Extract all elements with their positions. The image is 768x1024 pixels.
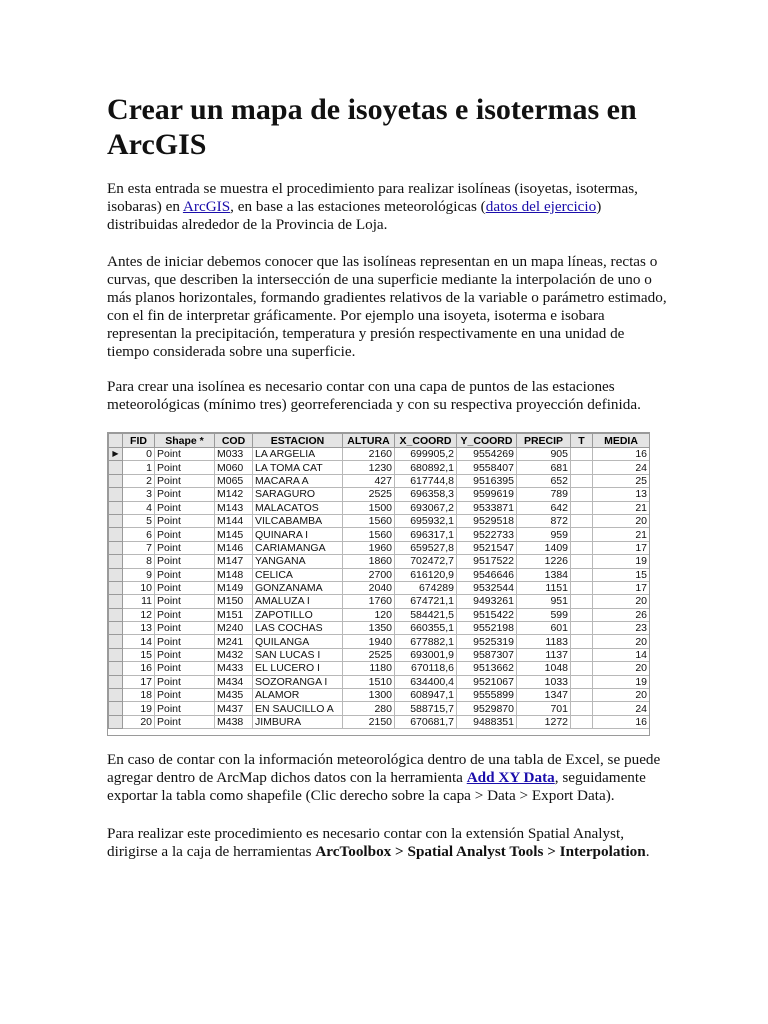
table-cell: 3 xyxy=(123,488,155,501)
table-cell: 601 xyxy=(517,622,571,635)
table-cell: SOZORANGA I xyxy=(253,675,343,688)
row-selector[interactable] xyxy=(109,514,123,527)
table-cell: 1230 xyxy=(343,461,395,474)
table-cell: 1960 xyxy=(343,541,395,554)
table-cell: 695932,1 xyxy=(395,514,457,527)
intro-text-1: En esta entrada se muestra el procedimiento para realizar isolíneas (isoyetas, isotermas, isobaras) en xyxy=(107,180,638,215)
intro-text-3: ) distribuidas alrededor de la Provincia de Loja. xyxy=(107,198,602,233)
add-xy-data-paragraph xyxy=(107,751,667,805)
table-cell: 13 xyxy=(593,488,650,501)
table-cell: 1 xyxy=(123,461,155,474)
attribute-table xyxy=(107,432,650,736)
table-cell: M148 xyxy=(215,568,253,581)
table-cell: 670681,7 xyxy=(395,715,457,728)
table-cell: 693001,9 xyxy=(395,648,457,661)
table-cell: 9533871 xyxy=(457,501,517,514)
table-cell: 642 xyxy=(517,501,571,514)
arcgis-link[interactable]: ArcGIS xyxy=(182,198,231,215)
table-cell: Point xyxy=(155,689,215,702)
intro-paragraph xyxy=(107,180,667,234)
isolines-definition-paragraph: Antes de iniciar debemos conocer que las isolíneas representan en un mapa líneas, rectas o curvas, que describen la intersección de una superficie mediante la interpolación de uno o más planos horizontales, formando gradientes relativos de la variable o parámetro estimado, con el fin de interpretar gráficamente. Por ejemplo una isoyeta, isoterma e isobara representan la precipitación, temperatura y presión respectivamente en una unidad de tiempo considerada sobre una superficie. xyxy=(107,253,667,360)
table-cell: 701 xyxy=(517,702,571,715)
table-cell: M149 xyxy=(215,581,253,594)
row-selector[interactable] xyxy=(109,474,123,487)
table-row[interactable] xyxy=(109,555,650,568)
table-cell: CARIAMANGA xyxy=(253,541,343,554)
table-cell xyxy=(571,622,593,635)
spatial-text-2: . xyxy=(645,843,650,860)
table-cell: Point xyxy=(155,474,215,487)
table-cell: M241 xyxy=(215,635,253,648)
table-cell: 13 xyxy=(123,622,155,635)
column-header[interactable]: PRECIP xyxy=(517,434,571,448)
table-cell: Point xyxy=(155,635,215,648)
table-cell xyxy=(571,608,593,621)
table-cell: M434 xyxy=(215,675,253,688)
table-cell: 20 xyxy=(593,595,650,608)
row-selector[interactable] xyxy=(109,541,123,554)
table-cell xyxy=(571,568,593,581)
table-cell: M145 xyxy=(215,528,253,541)
table-row[interactable] xyxy=(109,715,650,728)
table-cell: 2525 xyxy=(343,648,395,661)
table-cell: Point xyxy=(155,514,215,527)
table-cell: 24 xyxy=(593,702,650,715)
table-cell: 1384 xyxy=(517,568,571,581)
table-cell: 616120,9 xyxy=(395,568,457,581)
table-cell: CELICA xyxy=(253,568,343,581)
table-cell: M144 xyxy=(215,514,253,527)
table-cell: 0 xyxy=(123,448,155,461)
table-cell: 16 xyxy=(123,662,155,675)
table-cell: 280 xyxy=(343,702,395,715)
table-cell: 10 xyxy=(123,581,155,594)
table-cell: Point xyxy=(155,715,215,728)
header-selector-column[interactable] xyxy=(109,434,123,448)
table-cell: M065 xyxy=(215,474,253,487)
table-cell: SAN LUCAS I xyxy=(253,648,343,661)
table-cell: 4 xyxy=(123,501,155,514)
row-selector[interactable] xyxy=(109,702,123,715)
table-cell: M240 xyxy=(215,622,253,635)
table-cell: 9521067 xyxy=(457,675,517,688)
table-cell: Point xyxy=(155,622,215,635)
table-cell: 1183 xyxy=(517,635,571,648)
column-header[interactable]: T xyxy=(571,434,593,448)
table-cell: 677882,1 xyxy=(395,635,457,648)
table-cell: MACARA A xyxy=(253,474,343,487)
table-cell: 2 xyxy=(123,474,155,487)
table-cell: 1560 xyxy=(343,514,395,527)
table-cell: Point xyxy=(155,675,215,688)
table-cell: M435 xyxy=(215,689,253,702)
table-cell: 681 xyxy=(517,461,571,474)
table-row[interactable] xyxy=(109,488,650,501)
table-cell: 6 xyxy=(123,528,155,541)
table-cell: 588715,7 xyxy=(395,702,457,715)
table-cell: 959 xyxy=(517,528,571,541)
table-cell xyxy=(571,461,593,474)
row-selector[interactable] xyxy=(109,595,123,608)
table-cell: Point xyxy=(155,555,215,568)
table-cell: 1151 xyxy=(517,581,571,594)
table-cell: 8 xyxy=(123,555,155,568)
table-cell: 9529870 xyxy=(457,702,517,715)
table-cell: 659527,8 xyxy=(395,541,457,554)
table-cell: Point xyxy=(155,702,215,715)
table-cell: 19 xyxy=(123,702,155,715)
table-cell xyxy=(571,662,593,675)
table-cell: 584421,5 xyxy=(395,608,457,621)
row-selector[interactable] xyxy=(109,555,123,568)
exercise-data-link[interactable]: datos del ejercicio xyxy=(485,198,597,215)
table-cell: 1300 xyxy=(343,689,395,702)
stations-table xyxy=(108,433,650,729)
table-cell: 427 xyxy=(343,474,395,487)
table-cell: LA TOMA CAT xyxy=(253,461,343,474)
table-cell: 21 xyxy=(593,528,650,541)
table-cell: Point xyxy=(155,568,215,581)
table-cell: 1940 xyxy=(343,635,395,648)
row-selector[interactable] xyxy=(109,528,123,541)
table-cell: 17 xyxy=(123,675,155,688)
table-cell: 872 xyxy=(517,514,571,527)
table-cell: M433 xyxy=(215,662,253,675)
table-cell: 9517522 xyxy=(457,555,517,568)
table-cell: 680892,1 xyxy=(395,461,457,474)
table-cell: M033 xyxy=(215,448,253,461)
row-selector[interactable] xyxy=(109,461,123,474)
table-cell: 1033 xyxy=(517,675,571,688)
table-cell: 14 xyxy=(123,635,155,648)
table-cell: 25 xyxy=(593,474,650,487)
table-cell: 951 xyxy=(517,595,571,608)
column-header[interactable]: X_COORD xyxy=(395,434,457,448)
table-cell: 9599619 xyxy=(457,488,517,501)
table-header-row xyxy=(109,434,650,448)
table-cell xyxy=(571,541,593,554)
table-cell: 2525 xyxy=(343,488,395,501)
table-cell: JIMBURA xyxy=(253,715,343,728)
table-cell: 17 xyxy=(593,541,650,554)
table-cell: 9529518 xyxy=(457,514,517,527)
table-row[interactable] xyxy=(109,568,650,581)
table-cell: 15 xyxy=(123,648,155,661)
table-cell xyxy=(571,448,593,461)
toolbox-path: ArcToolbox > Spatial Analyst Tools > Interpolation xyxy=(315,843,646,860)
table-cell: M437 xyxy=(215,702,253,715)
row-selector[interactable] xyxy=(109,488,123,501)
table-cell: 20 xyxy=(593,635,650,648)
table-cell: M143 xyxy=(215,501,253,514)
table-cell: YANGANA xyxy=(253,555,343,568)
table-row[interactable] xyxy=(109,528,650,541)
table-cell: Point xyxy=(155,608,215,621)
table-cell: 702472,7 xyxy=(395,555,457,568)
requirements-paragraph: Para crear una isolínea es necesario contar con una capa de puntos de las estaciones meteorológicas (mínimo tres) georreferenciada y con su respectiva proyección definida. xyxy=(107,378,641,413)
table-cell: 9488351 xyxy=(457,715,517,728)
table-cell: 905 xyxy=(517,448,571,461)
table-cell: EN SAUCILLO A xyxy=(253,702,343,715)
table-cell xyxy=(571,528,593,541)
table-row[interactable] xyxy=(109,675,650,688)
table-cell: M432 xyxy=(215,648,253,661)
table-cell: VILCABAMBA xyxy=(253,514,343,527)
table-cell: 1272 xyxy=(517,715,571,728)
row-selector[interactable] xyxy=(109,635,123,648)
row-selector[interactable] xyxy=(109,581,123,594)
spatial-analyst-paragraph xyxy=(107,825,667,861)
table-cell: 19 xyxy=(593,555,650,568)
table-cell: M142 xyxy=(215,488,253,501)
table-cell: 9587307 xyxy=(457,648,517,661)
table-cell: 2150 xyxy=(343,715,395,728)
table-cell: Point xyxy=(155,488,215,501)
table-cell: 634400,4 xyxy=(395,675,457,688)
table-cell: 1226 xyxy=(517,555,571,568)
table-cell: 18 xyxy=(123,689,155,702)
table-cell: 9558407 xyxy=(457,461,517,474)
table-cell: 9546646 xyxy=(457,568,517,581)
column-header[interactable]: Y_COORD xyxy=(457,434,517,448)
table-cell xyxy=(571,702,593,715)
column-header[interactable]: Shape * xyxy=(155,434,215,448)
table-row[interactable] xyxy=(109,461,650,474)
table-row[interactable] xyxy=(109,514,650,527)
row-selector[interactable] xyxy=(109,608,123,621)
table-cell: M146 xyxy=(215,541,253,554)
table-row[interactable] xyxy=(109,648,650,661)
table-cell: Point xyxy=(155,541,215,554)
add-xy-data-link[interactable]: Add XY Data xyxy=(466,769,555,786)
table-row[interactable] xyxy=(109,662,650,675)
table-cell xyxy=(571,581,593,594)
row-selector[interactable] xyxy=(109,568,123,581)
table-row[interactable] xyxy=(109,595,650,608)
table-cell: 7 xyxy=(123,541,155,554)
table-row[interactable] xyxy=(109,702,650,715)
column-header[interactable]: COD xyxy=(215,434,253,448)
table-cell: 20 xyxy=(593,689,650,702)
table-cell: 670118,6 xyxy=(395,662,457,675)
table-cell: 652 xyxy=(517,474,571,487)
table-cell: 20 xyxy=(593,662,650,675)
table-cell: 1180 xyxy=(343,662,395,675)
table-cell: 1860 xyxy=(343,555,395,568)
table-cell: 660355,1 xyxy=(395,622,457,635)
table-cell: 2160 xyxy=(343,448,395,461)
table-cell: 9532544 xyxy=(457,581,517,594)
table-cell: 19 xyxy=(593,675,650,688)
table-cell: 1760 xyxy=(343,595,395,608)
row-selector[interactable] xyxy=(109,675,123,688)
table-row[interactable] xyxy=(109,608,650,621)
table-cell: AMALUZA I xyxy=(253,595,343,608)
table-cell: 9554269 xyxy=(457,448,517,461)
table-cell: 1409 xyxy=(517,541,571,554)
table-cell: QUILANGA xyxy=(253,635,343,648)
row-selector[interactable] xyxy=(109,501,123,514)
table-cell: M150 xyxy=(215,595,253,608)
column-header[interactable]: MEDIA xyxy=(593,434,650,448)
table-cell: Point xyxy=(155,648,215,661)
table-cell xyxy=(571,635,593,648)
row-selector[interactable] xyxy=(109,662,123,675)
table-cell: 608947,1 xyxy=(395,689,457,702)
selected-row-arrow-icon: ▶ xyxy=(112,449,119,459)
table-cell: 674721,1 xyxy=(395,595,457,608)
intro-text-2: , en base a las estaciones meteorológicas ( xyxy=(230,198,486,215)
table-cell: 9525319 xyxy=(457,635,517,648)
table-cell: 15 xyxy=(593,568,650,581)
table-cell: Point xyxy=(155,581,215,594)
table-cell: 674289 xyxy=(395,581,457,594)
table-row[interactable] xyxy=(109,541,650,554)
table-row[interactable] xyxy=(109,689,650,702)
table-cell: Point xyxy=(155,501,215,514)
table-row[interactable] xyxy=(109,474,650,487)
table-cell: 21 xyxy=(593,501,650,514)
table-cell: M151 xyxy=(215,608,253,621)
table-cell: 2040 xyxy=(343,581,395,594)
table-cell: 20 xyxy=(123,715,155,728)
table-cell: EL LUCERO I xyxy=(253,662,343,675)
table-cell: 599 xyxy=(517,608,571,621)
table-cell xyxy=(571,555,593,568)
table-cell xyxy=(571,595,593,608)
table-cell: 120 xyxy=(343,608,395,621)
article-title: Crear un mapa de isoyetas e isotermas en ArcGIS xyxy=(107,93,637,161)
table-cell xyxy=(571,689,593,702)
table-cell xyxy=(571,715,593,728)
table-cell: 789 xyxy=(517,488,571,501)
table-cell: 9 xyxy=(123,568,155,581)
table-cell: 9493261 xyxy=(457,595,517,608)
table-cell: 20 xyxy=(593,514,650,527)
table-cell: 9513662 xyxy=(457,662,517,675)
spatial-text-1: Para realizar este procedimiento es necesario contar con la extensión Spatial Analyst, dirigirse a la caja de herramientas xyxy=(107,825,625,860)
row-selector[interactable] xyxy=(109,689,123,702)
table-cell: M438 xyxy=(215,715,253,728)
table-cell: GONZANAMA xyxy=(253,581,343,594)
table-row[interactable] xyxy=(109,622,650,635)
table-cell: SARAGURO xyxy=(253,488,343,501)
table-cell: QUINARA I xyxy=(253,528,343,541)
table-cell xyxy=(571,474,593,487)
table-cell: ZAPOTILLO xyxy=(253,608,343,621)
table-cell: 1500 xyxy=(343,501,395,514)
table-row[interactable] xyxy=(109,501,650,514)
table-cell: 693067,2 xyxy=(395,501,457,514)
table-cell: 5 xyxy=(123,514,155,527)
table-cell: ALAMOR xyxy=(253,689,343,702)
table-cell: 9515422 xyxy=(457,608,517,621)
table-cell: 11 xyxy=(123,595,155,608)
table-cell: M147 xyxy=(215,555,253,568)
table-cell xyxy=(571,488,593,501)
table-cell: 1350 xyxy=(343,622,395,635)
row-selector[interactable] xyxy=(109,648,123,661)
table-cell xyxy=(571,514,593,527)
table-cell: Point xyxy=(155,662,215,675)
table-cell: 1048 xyxy=(517,662,571,675)
table-cell: 9552198 xyxy=(457,622,517,635)
table-cell: 17 xyxy=(593,581,650,594)
row-selector[interactable] xyxy=(109,622,123,635)
table-cell: Point xyxy=(155,528,215,541)
table-cell: Point xyxy=(155,461,215,474)
table-cell: 26 xyxy=(593,608,650,621)
table-row[interactable] xyxy=(109,448,650,461)
table-cell: 1137 xyxy=(517,648,571,661)
table-cell: 617744,8 xyxy=(395,474,457,487)
table-cell: 699905,2 xyxy=(395,448,457,461)
table-row[interactable] xyxy=(109,635,650,648)
column-header[interactable]: ALTURA xyxy=(343,434,395,448)
table-cell: 14 xyxy=(593,648,650,661)
table-cell: 9522733 xyxy=(457,528,517,541)
table-cell xyxy=(571,675,593,688)
table-cell: 12 xyxy=(123,608,155,621)
table-cell: 696317,1 xyxy=(395,528,457,541)
table-cell: Point xyxy=(155,448,215,461)
table-cell: 24 xyxy=(593,461,650,474)
table-cell: 9521547 xyxy=(457,541,517,554)
table-cell: 23 xyxy=(593,622,650,635)
table-cell: 2700 xyxy=(343,568,395,581)
add-xy-text-2: , seguidamente exportar la tabla como shapefile (Clic derecho sobre la capa > Data > Export Data). xyxy=(107,769,646,804)
table-cell: LAS COCHAS xyxy=(253,622,343,635)
table-cell: 9555899 xyxy=(457,689,517,702)
table-cell: Point xyxy=(155,595,215,608)
row-selector[interactable] xyxy=(109,715,123,728)
table-cell: M060 xyxy=(215,461,253,474)
column-header[interactable]: FID xyxy=(123,434,155,448)
column-header[interactable]: ESTACION xyxy=(253,434,343,448)
table-cell xyxy=(571,501,593,514)
table-cell: 1347 xyxy=(517,689,571,702)
table-cell: 1510 xyxy=(343,675,395,688)
row-selector[interactable] xyxy=(109,448,123,461)
table-cell: 16 xyxy=(593,448,650,461)
table-cell: 9516395 xyxy=(457,474,517,487)
add-xy-text-1: En caso de contar con la información meteorológica dentro de una tabla de Excel, se puede agregar dentro de ArcMap dichos datos con la herramienta xyxy=(107,751,661,786)
table-row[interactable] xyxy=(109,581,650,594)
table-cell xyxy=(571,648,593,661)
table-cell: MALACATOS xyxy=(253,501,343,514)
table-cell: 1560 xyxy=(343,528,395,541)
table-cell: 16 xyxy=(593,715,650,728)
table-cell: 696358,3 xyxy=(395,488,457,501)
table-cell: LA ARGELIA xyxy=(253,448,343,461)
